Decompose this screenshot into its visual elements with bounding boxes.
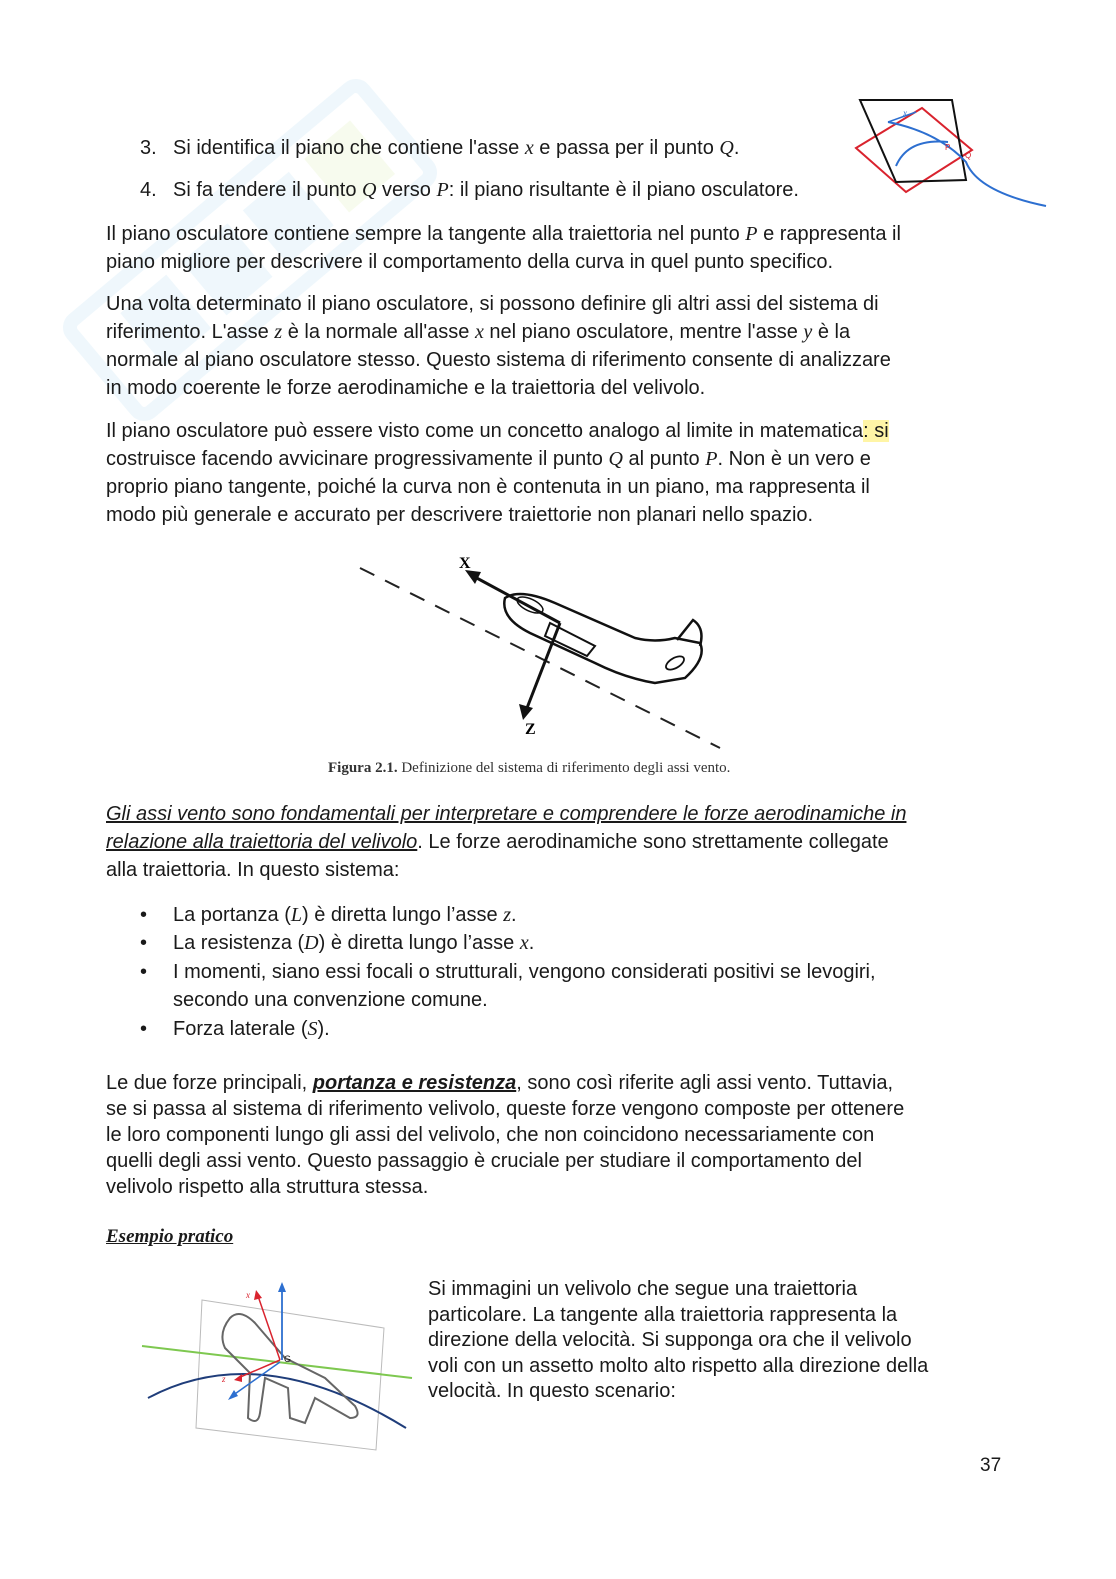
emphasis-text: portanza e resistenza (312, 1072, 517, 1094)
paragraph: Si immagini un velivolo che segue una traiettoria particolare. La tangente alla traiettoria rappresenta la direzione della velocità. Si supponga ora che il velivolo voli con un assetto molto alto rispetto alla direzione della velocità. In questo scenario: (428, 1278, 929, 1402)
list-item: 3. Si identifica il piano che contiene l'asse x e passa per il punto Q. (140, 134, 739, 162)
svg-text:P: P (945, 143, 951, 152)
osculating-plane-diagram (848, 92, 1048, 214)
figure-caption: Figura 2.1. Definizione del sistema di riferimento degli assi vento. (328, 760, 731, 776)
paragraph: Gli assi vento sono fondamentali per interpretare e comprendere le forze aerodinamiche in relazione alla traiettoria del velivolo. Le forze aerodinamiche sono strettamente collegate alla traiettoria. In questo sistema: (106, 803, 907, 881)
svg-text:z: z (222, 1374, 226, 1384)
svg-text:x: x (246, 1290, 250, 1300)
svg-text:Q: Q (965, 151, 972, 160)
list-item: 4. Si fa tendere il punto Q verso P: il piano risultante è il piano osculatore. (140, 176, 799, 204)
bullet-icon: • (140, 932, 148, 954)
axis-label-z: Z (525, 721, 536, 738)
bullet-icon: • (140, 904, 148, 926)
paragraph: Una volta determinato il piano osculatore, si possono definire gli altri assi del sistema di riferimento. L'asse z è la normale all'asse x nel piano osculatore, mentre l'asse y è la normale al piano osculatore stesso. Questo sistema di riferimento consente di analizzare in modo coerente le forze aerodinamiche e la traiettoria del velivolo. (106, 293, 891, 399)
document-page: x P Q 3. Si identifica il piano che contiene l'asse x e passa per il punto Q. 4. Si fa tendere il punto Q verso P: il piano risultante è il piano osculatore. Il piano osculatore contiene sempre la tangente alla traiettoria nel punto P e rappresenta il piano migliore per descrivere il comportamento della curva in quel punto specifico. Una volta determinato il piano osculatore, si possono definire gli altri assi del sistema di riferimento. L'asse z è la normale all'asse x nel piano osculatore, mentre l'asse y è la normale al piano osculatore stesso. Questo sistema di riferimento consente di analizzare in modo coerente le forze aerodinamiche e la traiettoria del velivolo. Il piano osculatore può essere visto come un concetto analogo al limite in matematica: si costruisce facendo avvicinare progressivamente il punto Q al punto P. Non è un vero e proprio piano tangente, poiché la curva non è contenuta in un piano, ma rappresenta il modo più generale e accurato per descrivere traiettorie non planari nello spazio. X Z Figura 2.1. Definizione del sistema di riferimento degli assi vento. Gli assi vento sono fondamentali per interpretare e comprendere le forze aerodinamiche in relazione alla traiettoria del velivolo. Le forze aerodinamiche sono strettamente collegate alla traiettoria. In questo sistema: • La portanza (L) è diretta lungo l’asse z. • La resistenza (D) è diretta lungo l’asse x. • I momenti, siano essi focali o strutturali, vengono considerati positivi se levogiri, secondo una convenzione comune. • Forza laterale (S). Le due forze principali, portanza e resistenza, sono così riferite agli assi vento. Tuttavia, se si passa al sistema di riferimento velivolo, queste forze vengono composte per ottenere le loro componenti lungo gli assi del velivolo, che non coincidono necessariamente con quelli degli assi vento. Questo passaggio è cruciale per studiare il comportamento del velivolo rispetto alla struttura stessa. Esempio pratico x z G Si immagini un velivolo che segue una traiettoria particolare. La tangente alla traiettoria rappresenta la direzione della velocità. Si supponga ora che il velivolo voli con un assetto molto alto rispetto alla direzione della velocità. In questo scenario: 37 (0, 0, 1116, 1579)
section-heading: Esempio pratico (106, 1226, 234, 1247)
highlighted-text: : si (863, 420, 889, 442)
paragraph: Il piano osculatore contiene sempre la tangente alla traiettoria nel punto P e rappresenta il piano migliore per descrivere il comportamento della curva in quel punto specifico. (106, 223, 901, 273)
paragraph: Il piano osculatore può essere visto come un concetto analogo al limite in matematica: si costruisce facendo avvicinare progressivamente il punto Q al punto P. Non è un vero e proprio piano tangente, poiché la curva non è contenuta in un piano, ma rappresenta il modo più generale e accurato per descrivere traiettorie non planari nello spazio. (106, 420, 889, 526)
bullet-icon: • (140, 1018, 148, 1040)
svg-text:x: x (903, 108, 907, 118)
aircraft-attitude-diagram (140, 1278, 416, 1458)
list-number: 4. (140, 179, 157, 201)
paragraph: Le due forze principali, portanza e resistenza, sono così riferite agli assi vento. Tuttavia, se si passa al sistema di riferimento velivolo, queste forze vengono composte per ottenere le loro componenti lungo gli assi del velivolo, che non coincidono necessariamente con quelli degli assi vento. Questo passaggio è cruciale per studiare il comportamento del velivolo rispetto alla struttura stessa. (106, 1072, 905, 1198)
list-number: 3. (140, 137, 157, 159)
page-number: 37 (980, 1455, 1002, 1476)
aircraft-wind-axes-figure (355, 548, 735, 753)
bullet-icon: • (140, 961, 148, 983)
axis-label-x: X (459, 555, 471, 572)
svg-text:G: G (284, 1354, 292, 1364)
